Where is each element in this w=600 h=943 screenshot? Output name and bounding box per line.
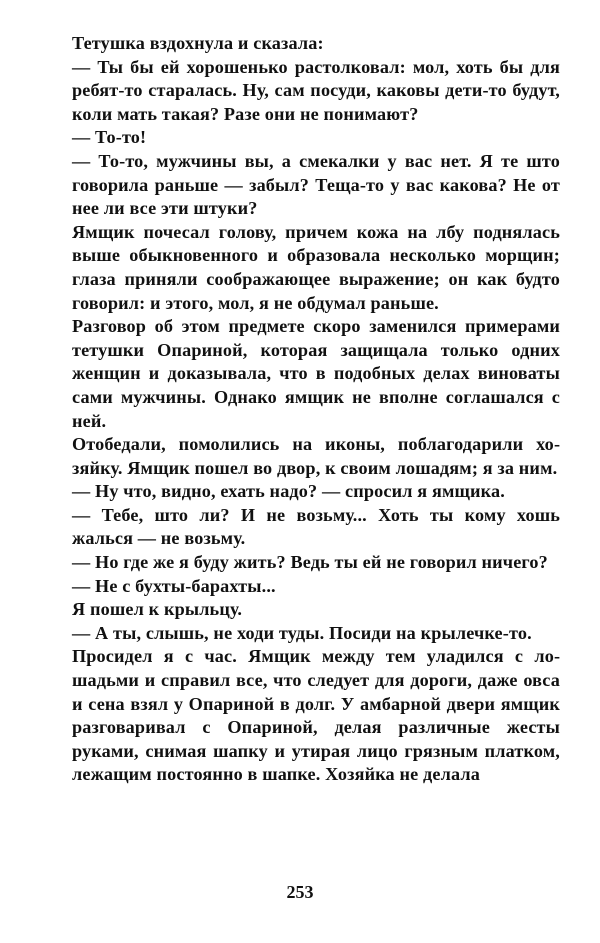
- paragraph-14: Просидел я с час. Ямщик между тем уладился с лошадьми и справил все, что следует для дороги, даже овса и сена взял у Опариной в долг. У амбарной двери ямщик разговаривал с Опариной, делая различные жесты руками, снимая шапку и утирая лицо грязным платком, лежащим постоянно в шапке. Хозяйка не делала: [72, 646, 560, 785]
- paragraph-10: — Но где же я буду жить? Ведь ты ей не говорил ничего?: [72, 552, 548, 573]
- page-number: 253: [286, 882, 314, 902]
- paragraph-3: — То-то!: [72, 127, 147, 148]
- paragraph-5: Ямщик почесал голову, причем кожа на лбу поднялась выше обыкновенного и образовала несколько морщин; глаза приняли соображающее выражение; он как будто говорил: и этого, мол, я не обдумал раньше.: [72, 221, 560, 313]
- paragraph-6: Разговор об этом предмете скоро заменился примерами тетушки Опариной, которая защищала только одних женщин и доказывала, что в подобных делах виноваты сами мужчины. Однако ямщик не вполне соглашался с ней.: [72, 316, 560, 431]
- paragraph-4: — То-то, мужчины вы, а смекалки у вас нет. Я те што говорила раньше — забыл? Теща-то у вас какова? Не от нее ли все эти штуки?: [72, 150, 560, 219]
- paragraph-9: — Тебе, што ли? И не возьму... Хоть ты кому хошь жалься — не возьму.: [72, 504, 560, 549]
- page-text: [72, 32, 560, 787]
- paragraph-13: — А ты, слышь, не ходи туды. Посиди на крылечке-то.: [72, 622, 532, 643]
- paragraph-8: — Ну что, видно, ехать надо? — спросил я ямщика.: [72, 481, 505, 502]
- paragraph-7: Отобедали, помолились на иконы, поблагодарили хозяйку. Ямщик пошел во двор, к своим лошадям; я за ним.: [72, 434, 560, 478]
- paragraph-2: — Ты бы ей хорошенько растолковал: мол, хоть бы для ребят-то старалась. Ну, сам посуди, каковы дети-то будут, коли мать такая? Разе они не понимают?: [72, 56, 560, 124]
- paragraph-12: Я пошел к крыльцу.: [72, 599, 243, 620]
- paragraph-1: Тетушка вздохнула и сказала:: [72, 33, 324, 53]
- paragraph-11: — Не с бухты-барахты...: [72, 575, 276, 596]
